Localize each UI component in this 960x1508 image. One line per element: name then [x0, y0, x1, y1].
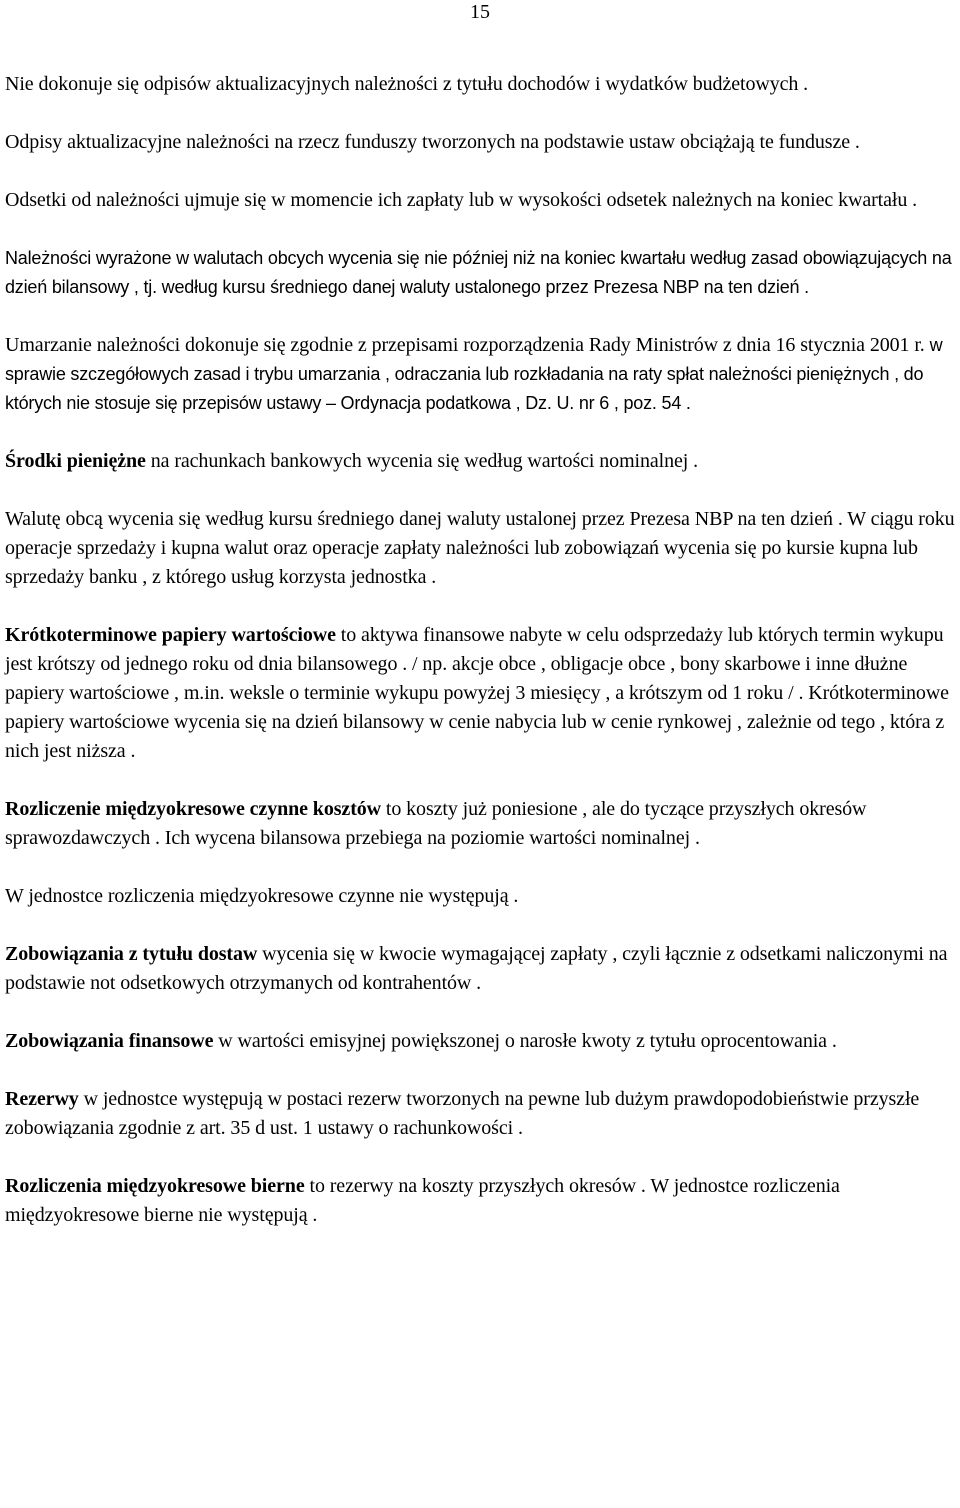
paragraph-financial-liabilities [5, 1027, 955, 1056]
paragraph-write-off-regulation [5, 331, 955, 418]
document-body [5, 70, 955, 1259]
term-cash: Środki pieniężne [5, 450, 146, 472]
prepaid-costs-description: to koszty już poniesione , ale do tyczące przyszłych okresów sprawozdawczych . Ich wycena bilansowa przebiega na poziomie wartości nominalnej . [5, 798, 867, 849]
paragraph-supplier-liabilities [5, 940, 955, 998]
paragraph-accrued-expenses [5, 1172, 955, 1230]
financial-liabilities-description: w wartości emisyjnej powiększonej o narosłe kwoty z tytułu oprocentowania . [213, 1030, 837, 1052]
paragraph-prepaid-costs [5, 795, 955, 853]
accrued-expenses-description: to rezerwy na koszty przyszłych okresów . W jednostce rozliczenia międzyokresowe bierne nie występują . [5, 1175, 840, 1226]
term-financial-liabilities: Zobowiązania finansowe [5, 1030, 214, 1052]
paragraph-short-term-securities [5, 621, 955, 766]
paragraph-write-offs-budget: Nie dokonuje się odpisów aktualizacyjnych należności z tytułu dochodów i wydatków budżetowych . [5, 73, 809, 95]
regulation-details: w sprawie szczegółowych zasad i trybu umarzania , odraczania lub rozkładania na raty spłat należności pieniężnych , do których nie stosuje się przepisów ustawy – Ordynacja podatkowa , Dz. U. nr 6 , poz. 54 . [5, 335, 943, 413]
paragraph-foreign-receivables: Należności wyrażone w walutach obcych wycenia się nie później niż na koniec kwartału według zasad obowiązujących na dzień bilansowy , tj. według kursu średniego danej waluty ustalonego przez Prezesa NBP na ten dzień . [5, 248, 952, 297]
paragraph-foreign-currency: Walutę obcą wycenia się według kursu średniego danej waluty ustalonej przez Prezesa NBP na ten dzień . W ciągu roku operacje sprzedaży i kupna walut oraz operacje zapłaty należności lub zobowiązań wycenia się po kursie kupna lub sprzedaży banku , z którego usług korzysta jednostka . [5, 508, 955, 588]
term-accrued-expenses: Rozliczenia międzyokresowe bierne [5, 1175, 305, 1197]
term-supplier-liabilities: Zobowiązania z tytułu dostaw [5, 943, 258, 965]
paragraph-no-prepaid: W jednostce rozliczenia międzyokresowe czynne nie występują . [5, 885, 519, 907]
term-prepaid-costs: Rozliczenie międzyokresowe czynne kosztów [5, 798, 381, 820]
paragraph-cash [5, 447, 955, 476]
paragraph-write-offs-funds: Odpisy aktualizacyjne należności na rzecz funduszy tworzonych na podstawie ustaw obciążają te fundusze . [5, 131, 860, 153]
paragraph-interest: Odsetki od należności ujmuje się w momencie ich zapłaty lub w wysokości odsetek należnych na koniec kwartału . [5, 189, 918, 211]
regulation-intro: Umarzanie należności dokonuje się zgodnie z przepisami rozporządzenia Rady Ministrów z dnia 16 stycznia 2001 r. [5, 334, 930, 356]
supplier-liabilities-description: wycenia się w kwocie wymagającej zapłaty , czyli łącznie z odsetkami naliczonymi na podstawie not odsetkowych otrzymanych od kontrahentów . [5, 943, 948, 994]
term-provisions: Rezerwy [5, 1088, 79, 1110]
cash-description: na rachunkach bankowych wycenia się według wartości nominalnej . [145, 450, 699, 472]
short-term-securities-description: to aktywa finansowe nabyte w celu odsprzedaży lub których termin wykupu jest krótszy od jednego roku od dnia bilansowego . / np. akcje obce , obligacje obce , bony skarbowe i inne dłużne papiery wartościowe , m.in. weksle o terminie wykupu powyżej 3 miesięcy , a krótszym od 1 roku / . Krótkoterminowe papiery wartościowe wycenia się na dzień bilansowy w cenie nabycia lub w cenie rynkowej , zależnie od tego , która z nich jest niższa . [5, 624, 949, 762]
provisions-description: w jednostce występują w postaci rezerw tworzonych na pewne lub dużym prawdopodobieństwie przyszłe zobowiązania zgodnie z art. 35 d ust. 1 ustawy o rachunkowości . [5, 1088, 920, 1139]
term-short-term-securities: Krótkoterminowe papiery wartościowe [5, 624, 336, 646]
paragraph-provisions [5, 1085, 955, 1143]
page-number: 15 [470, 1, 490, 23]
